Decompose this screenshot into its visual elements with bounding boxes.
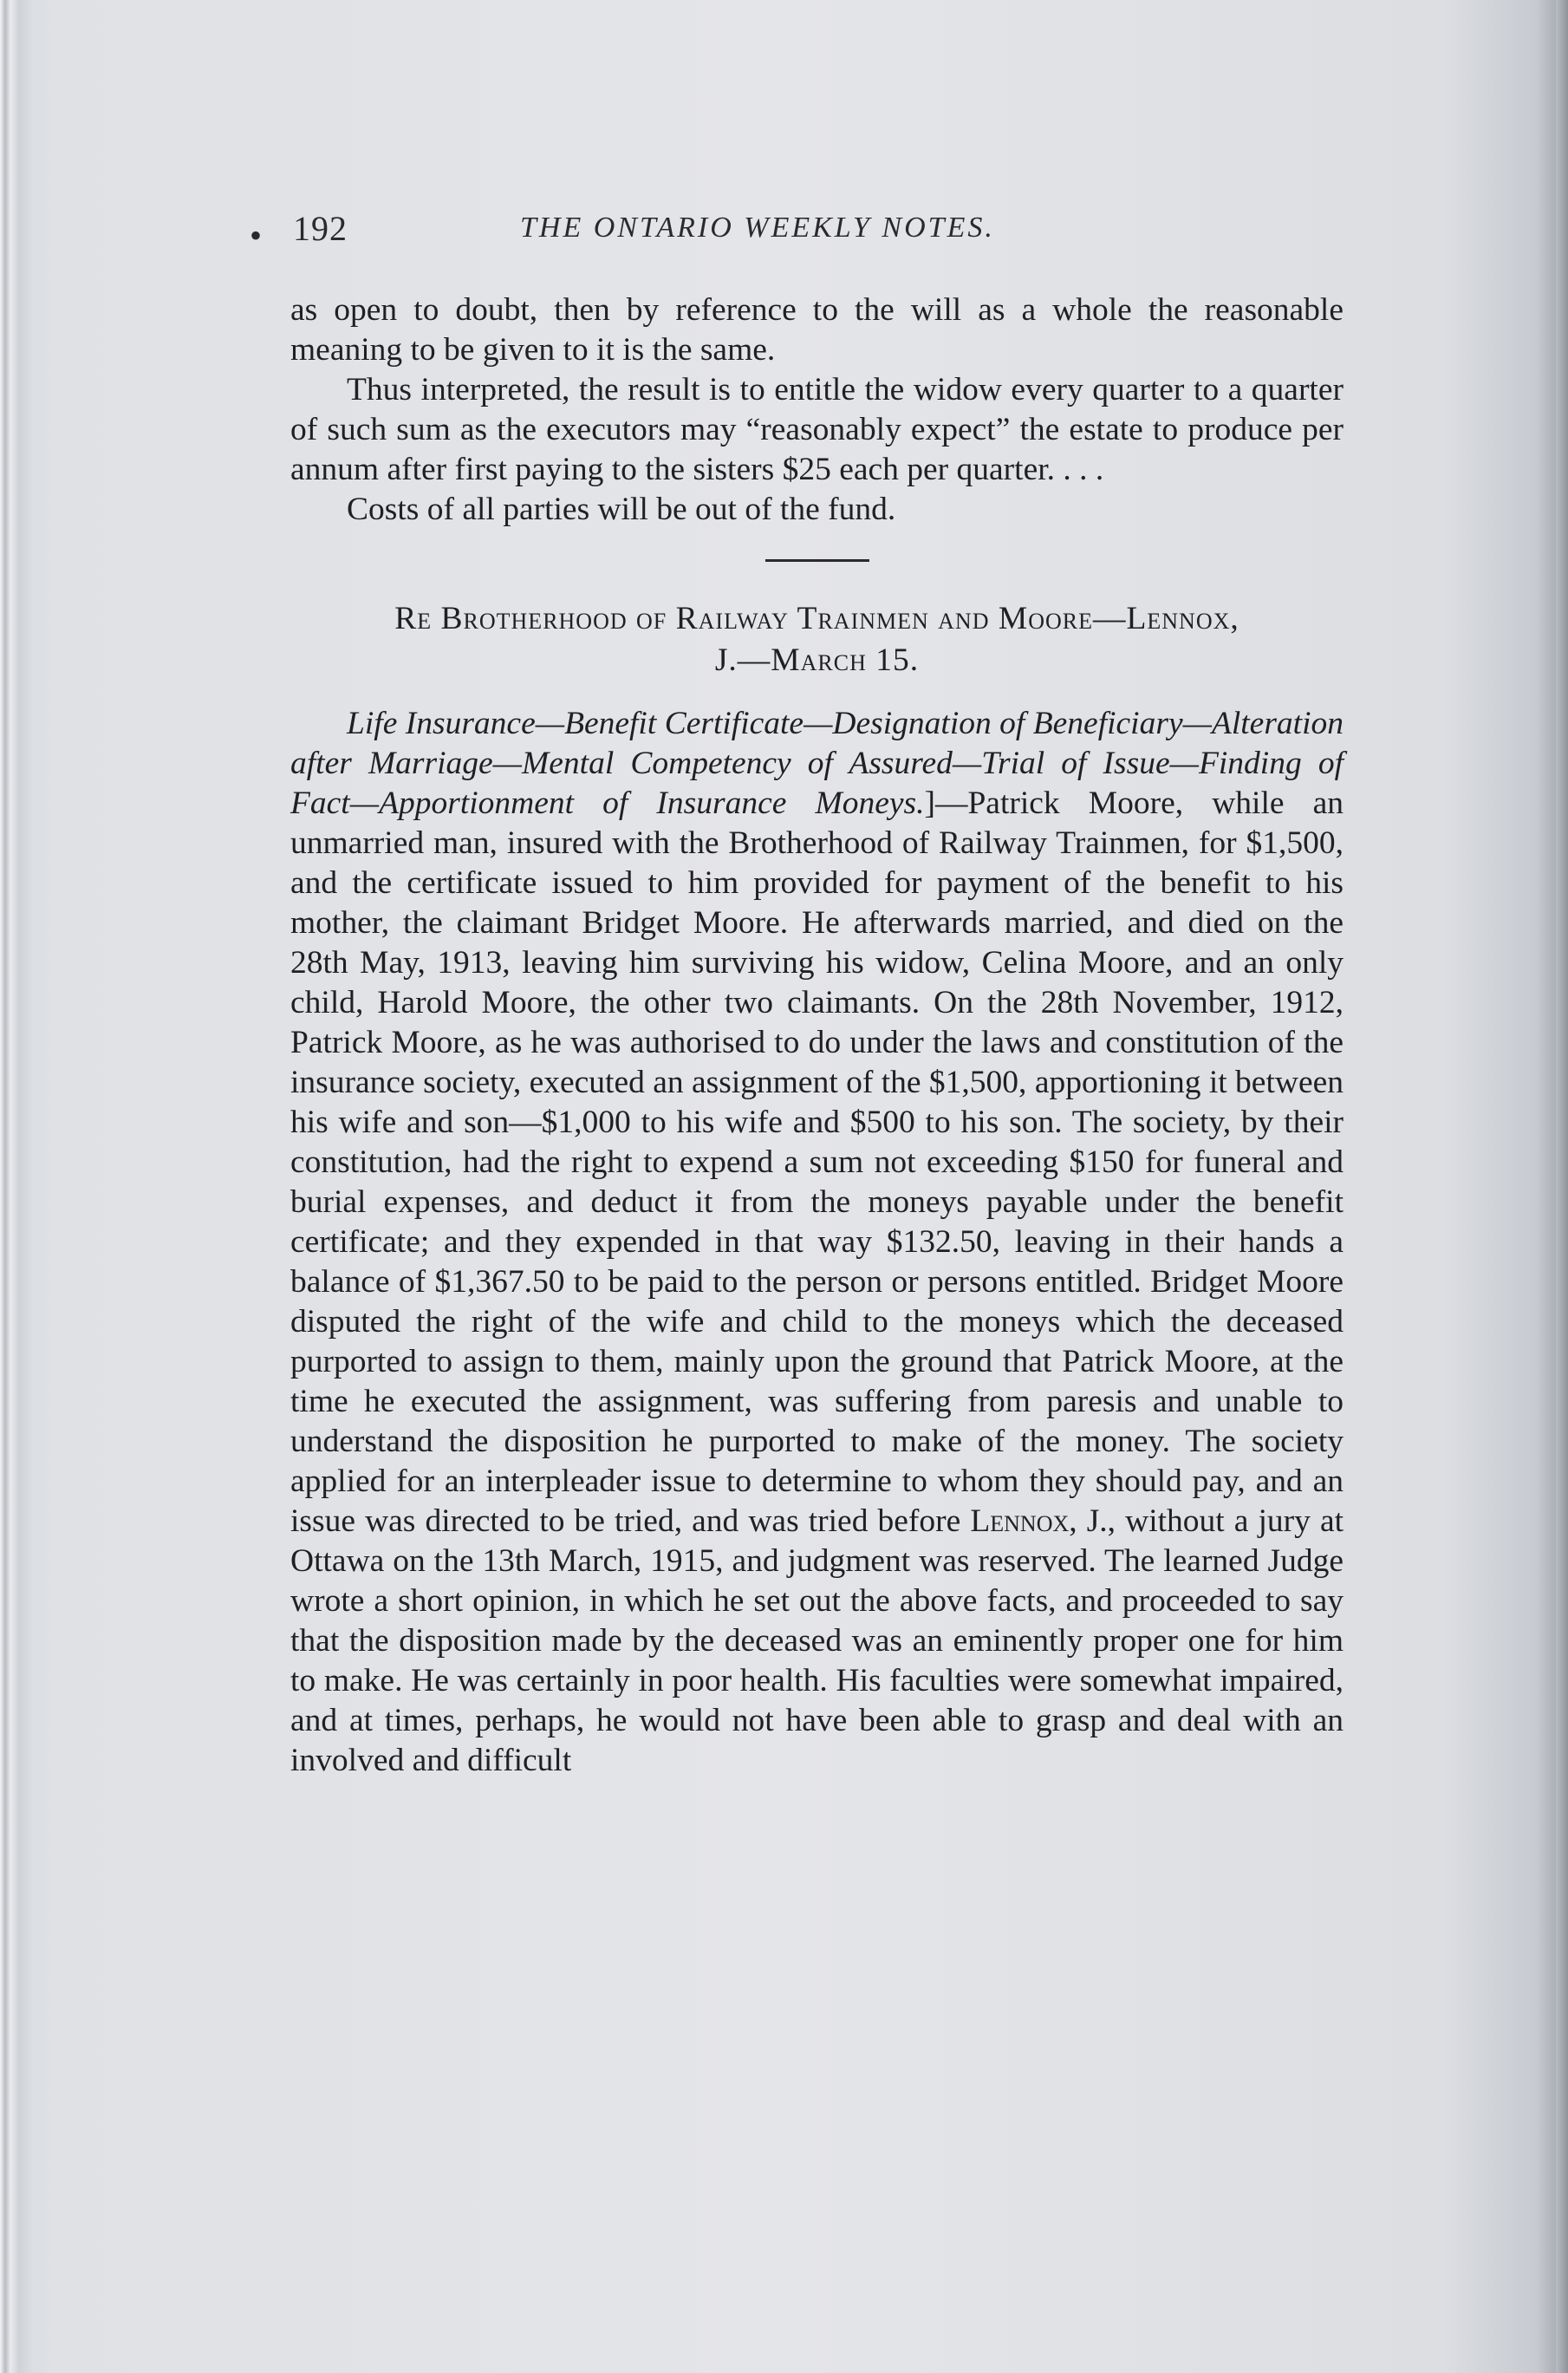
case-headnote: Life Insurance—Benefit Certificate—Designation of Beneficiary—Alteration after Marriage—Mental Competency of Assured—Trial of Issue—Finding of Fact—Apportionment of Insurance Moneys. xyxy=(290,706,1344,821)
page-number: 192 xyxy=(293,209,348,248)
case-title xyxy=(290,598,1344,681)
case-title-line2: J.—March 15. xyxy=(714,642,920,678)
paragraph-interpretation: Thus interpreted, the result is to entitle the widow every quarter to a quarter of such sum as the executors may “reasonably expect” the estate to produce per annum after first paying to the sisters $25 each per quarter. . . . xyxy=(290,372,1344,487)
running-title: THE ONTARIO WEEKLY NOTES. xyxy=(520,212,995,244)
paragraph-costs: Costs of all parties will be out of the fund. xyxy=(347,492,896,527)
body-text xyxy=(290,290,1344,1781)
case-body xyxy=(290,704,1344,1781)
book-spine-edge xyxy=(0,0,35,2373)
judge-name: Lennox xyxy=(970,1503,1070,1539)
case-body-part1: ]—Patrick Moore, while an unmarried man, insured with the Brotherhood of Railway Trainmen, for $1,500, and the certificate issued to him provided for payment of the benefit to his mother, the claimant Bridget Moore. He afterwards married, and died on the 28th May, 1913, leaving him surviving his widow, Celina Moore, and an only child, Harold Moore, the other two claimants. On the 28th November, 1912, Patrick Moore, as he was authorised to do under the laws and constitution of the insurance society, executed an assignment of the $1,500, apportioning it between his wife and son—$1,000 to his wife and $500 to his son. The society, by their constitution, had the right to expend a sum not exceeding $150 for funeral and burial expenses, and deduct it from the moneys payable under the benefit certificate; and they expended in that way $132.50, leaving in their hands a balance of $1,367.50 to be paid to the person or persons entitled. Bridget Moore disputed the right of the wife and child to the moneys which the deceased purported to assign to them, mainly upon the ground that Patrick Moore, at the time he executed the assignment, was suffering from paresis and unable to understand the disposition he purported to make of the money. The society applied for an interpleader issue to determine to whom they should pay, and an issue was directed to be tried, and was tried before xyxy=(290,786,1344,1539)
paragraph-continuation: as open to doubt, then by reference to the will as a whole the reasonable meaning to be given to it is the same. xyxy=(290,292,1344,368)
page-right-edge xyxy=(1556,0,1568,2373)
page-header xyxy=(251,208,1344,260)
header-dot: • xyxy=(250,216,263,255)
case-body-part2: , J., without a jury at Ottawa on the 13th March, 1915, and judgment was reserved. The learned Judge wrote a short opinion, in which he set out the above facts, and proceeded to say that the disposition made by the deceased was an eminently proper one for him to make. He was certainly in poor health. His faculties were somewhat impaired, and at times, perhaps, he would not have been able to grasp and deal with an involved and difficult xyxy=(290,1503,1344,1778)
case-title-line1: Re Brotherhood of Railway Trainmen and Moore—Lennox, xyxy=(394,601,1239,636)
section-divider xyxy=(765,559,869,562)
